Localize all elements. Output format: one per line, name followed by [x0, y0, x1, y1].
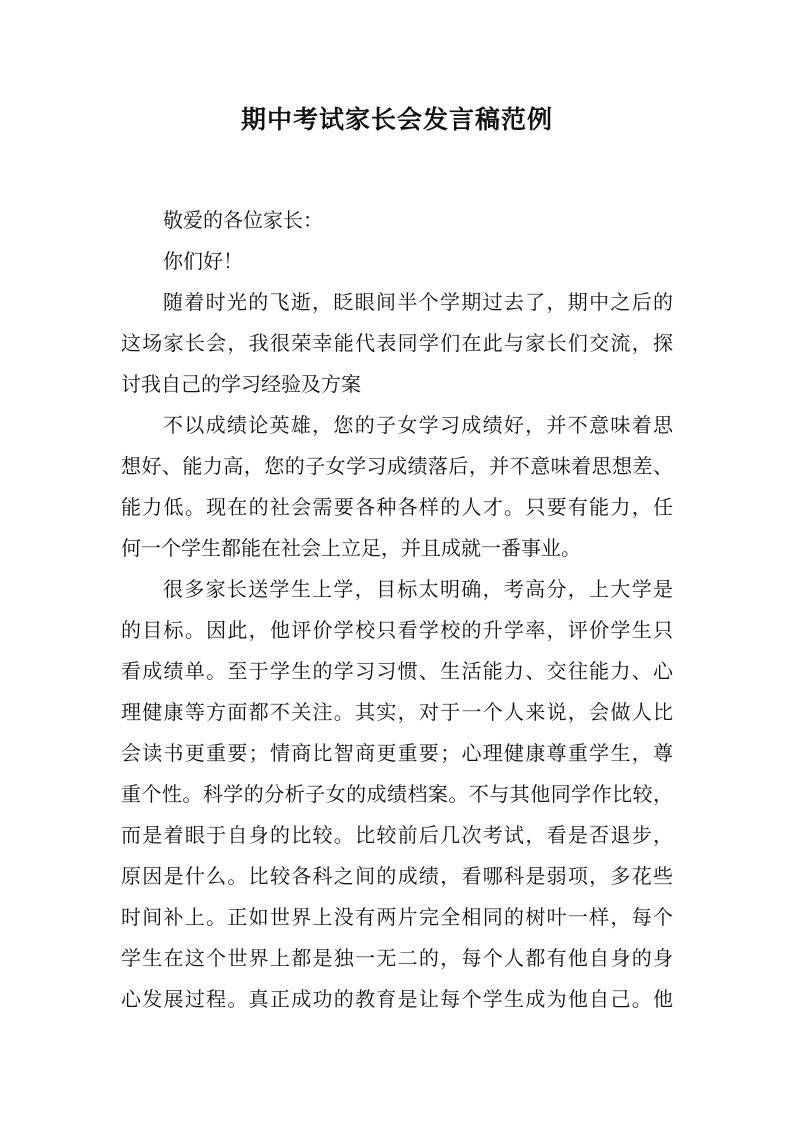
paragraph-line: 想好、能力高，您的子女学习成绩落后，并不意味着思想差、 — [121, 454, 673, 478]
salutation-line: 敬爱的各位家长： — [163, 208, 323, 232]
paragraph-line: 重个性。科学的分析子女的成绩档案。不与其他同学作比较， — [121, 782, 673, 806]
document-title: 期中考试家长会发言稿范例 — [240, 105, 553, 134]
paragraph-line: 理健康等方面都不关注。其实，对于一个人来说，会做人比 — [121, 700, 673, 724]
paragraph-line: 的目标。因此，他评价学校只看学校的升学率，评价学生只 — [121, 618, 673, 642]
paragraph-line: 学生在这个世界上都是独一无二的，每个人都有他自身的身 — [121, 946, 673, 970]
paragraph-line: 心发展过程。真正成功的教育是让每个学生成为他自己。他 — [121, 987, 673, 1011]
paragraph-line: 不以成绩论英雄，您的子女学习成绩好，并不意味着思 — [163, 413, 673, 437]
paragraph-line: 而是着眼于自身的比较。比较前后几次考试，看是否退步， — [121, 823, 673, 847]
paragraph-line: 很多家长送学生上学，目标太明确，考高分，上大学是 — [163, 577, 673, 601]
paragraph-line: 原因是什么。比较各科之间的成绩，看哪科是弱项，多花些 — [121, 864, 673, 888]
paragraph-line: 能力低。现在的社会需要各种各样的人才。只要有能力，任 — [121, 495, 673, 519]
document-body — [121, 200, 673, 1020]
paragraph-line: 何一个学生都能在社会上立足，并且成就一番事业。 — [121, 536, 581, 560]
paragraph-line: 这场家长会，我很荣幸能代表同学们在此与家长们交流，探 — [121, 331, 673, 355]
paragraph-line: 看成绩单。至于学生的学习习惯、生活能力、交往能力、心 — [121, 659, 673, 683]
paragraph-line: 讨我自己的学习经验及方案 — [121, 372, 361, 396]
paragraph-line: 随着时光的飞逝，眨眼间半个学期过去了，期中之后的 — [163, 290, 673, 314]
paragraph-line: 会读书更重要；情商比智商更重要；心理健康尊重学生，尊 — [121, 741, 673, 765]
greeting-line: 你们好！ — [163, 249, 243, 273]
paragraph-line: 时间补上。正如世界上没有两片完全相同的树叶一样，每个 — [121, 905, 673, 929]
